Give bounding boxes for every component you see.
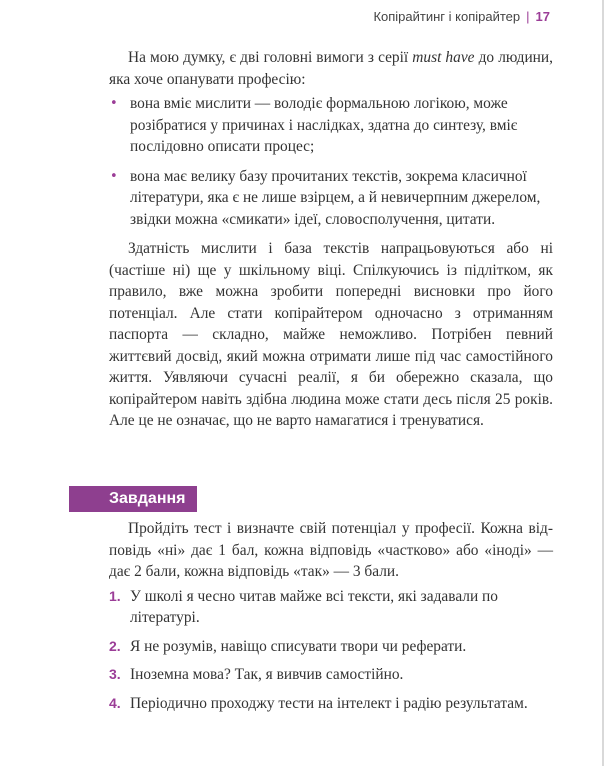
header-separator: | (526, 9, 530, 24)
list-item (109, 693, 553, 715)
task-list (109, 586, 553, 715)
list-item (109, 664, 553, 686)
bullet-icon: • (110, 96, 118, 111)
list-item-text: Іноземна мова? Так, я вивчив самостійно. (130, 666, 404, 683)
item-number: 4. (109, 694, 121, 711)
task-heading: Завдання (69, 486, 197, 512)
list-item-text: Я не розумів, навіщо списувати твори чи реферати. (130, 637, 467, 655)
page-number: 17 (535, 9, 550, 24)
list-item-text: Періодично проходжу тести на інтелект і радію результатам. (130, 694, 528, 712)
main-text (109, 47, 553, 432)
bullet-icon: • (110, 168, 118, 184)
list-item (109, 166, 553, 231)
list-item-text: вона вміє мислити — володіє формальною логікою, може розібратися у причинах і наслідках, здатна до синтезу, вміє послідовно описати процес; (130, 95, 518, 155)
intro-text-end: до людини, яка хоче опанувати професію: (109, 49, 553, 88)
list-item (109, 93, 553, 158)
intro-paragraph (109, 47, 553, 90)
chapter-title: Копірайтинг і копірайтер (373, 9, 521, 24)
item-number: 1. (109, 587, 121, 604)
intro-text-start: На мою думку, є дві головні вимоги з серії (128, 49, 413, 66)
intro-emphasis: must have (412, 49, 475, 66)
item-number: 3. (109, 666, 121, 682)
task-intro: Пройдіть тест і визначте свій потенціал у професії. Кожна відповідь «ні» дає 1 бал, кожна відповідь «частково» або «іноді» — дає 2 бали, кожна відповідь «так» — 3 бали. (109, 520, 553, 580)
body-paragraph: Здатність мислити і база текстів напрацьовуються або ні (частіше ні) ще у шкільному віці. Спілкуючись із підлітком, як правило, вже можна зробити попередні висновки про його потенціал. Але стати копірайтером одночасно з отриманням паспорта — складно, майже неможливо. Потрібен певний життєвий досвід, який можна отримати лише під час самостійного життя. Уявляючи сучасні реалії, я би обережно сказала, що копірайтером навіть здібна людина може стати десь після 25 років. Але це не означає, що не варто намагатися і тренуватися. (109, 240, 553, 429)
list-item-text: У школі я чесно читав майже всі тексти, які задавали по літературі. (130, 587, 498, 626)
running-header (373, 9, 550, 24)
list-item (109, 586, 553, 629)
item-number: 2. (109, 637, 121, 654)
list-item (109, 636, 553, 658)
task-section (109, 518, 553, 721)
list-item-text: вона має велику базу прочитаних текстів, зокрема класичної літератури, яка є не лише взірцем, а й невичерпним джерелом, звідки можна «смикати» ідеї, словосполучення, цитати. (130, 167, 541, 228)
requirements-list (109, 93, 553, 230)
